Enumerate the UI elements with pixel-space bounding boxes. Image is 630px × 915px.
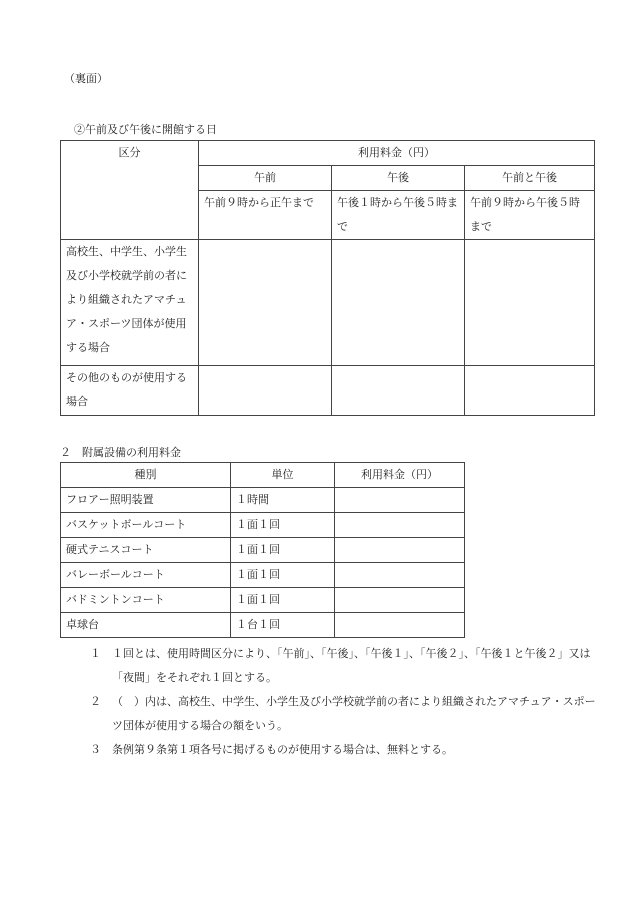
time-morning: 午前９時から正午まで <box>199 191 332 240</box>
header-period-afternoon: 午後 <box>332 166 465 191</box>
note-text: 条例第９条第１項各号に掲げるものが使用する場合は、無料とする。 <box>112 743 453 756</box>
header-unit: 単位 <box>231 463 335 488</box>
fee-cell <box>332 240 465 366</box>
table-row <box>61 588 465 613</box>
note-text: （ ）内は、高校生、中学生、小学生及び小学校就学前の者により組織されたアマチュア・スポーツ団体が使用する場合の額をいう。 <box>112 695 596 732</box>
section1-heading: ②午前及び午後に開館する日 <box>74 123 217 136</box>
equipment-unit: １台１回 <box>231 613 335 638</box>
note-text: １回とは、使用時間区分により、「午前」、「午後」、「午後１」、「午後２」、「午後１と午後２」又は「夜間」をそれぞれ１回とする。 <box>112 647 591 684</box>
equipment-fee <box>335 613 465 638</box>
note-number: ２ <box>90 695 101 708</box>
note-item <box>90 642 600 690</box>
equipment-type: バレーボールコート <box>61 563 231 588</box>
header-period-all-day: 午前と午後 <box>465 166 595 191</box>
fee-cell <box>465 240 595 366</box>
equipment-type: 卓球台 <box>61 613 231 638</box>
table-row <box>61 563 465 588</box>
equipment-unit: １面１回 <box>231 538 335 563</box>
notes-list <box>90 642 600 762</box>
fee-cell <box>465 366 595 416</box>
equipment-unit: １面１回 <box>231 513 335 538</box>
table-row <box>61 538 465 563</box>
equipment-fee <box>335 538 465 563</box>
row-label-amateur-group: 高校生、中学生、小学生及び小学校就学前の者により組織されたアマチュア・スポーツ団体が使用する場合 <box>61 240 199 366</box>
row-label-others: その他のものが使用する場合 <box>61 366 199 416</box>
equipment-fee-table <box>60 462 465 638</box>
equipment-fee <box>335 563 465 588</box>
header-period-morning: 午前 <box>199 166 332 191</box>
equipment-fee <box>335 588 465 613</box>
equipment-type: 硬式テニスコート <box>61 538 231 563</box>
note-number: ３ <box>90 743 101 756</box>
table-row <box>61 488 465 513</box>
fee-table-open-days <box>60 140 595 416</box>
table-row <box>61 613 465 638</box>
equipment-fee <box>335 488 465 513</box>
note-number: １ <box>90 647 101 660</box>
section2-heading: ２ 附属設備の利用料金 <box>60 446 181 459</box>
table-row <box>61 240 595 366</box>
equipment-fee <box>335 513 465 538</box>
equipment-unit: １時間 <box>231 488 335 513</box>
table-row <box>61 513 465 538</box>
equipment-unit: １面１回 <box>231 563 335 588</box>
time-all-day: 午前９時から午後５時まで <box>465 191 595 240</box>
equipment-type: フロアー照明装置 <box>61 488 231 513</box>
equipment-unit: １面１回 <box>231 588 335 613</box>
fee-cell <box>199 240 332 366</box>
time-afternoon: 午後１時から午後５時まで <box>332 191 465 240</box>
equipment-type: バドミントンコート <box>61 588 231 613</box>
fee-cell <box>332 366 465 416</box>
header-kubun: 区分 <box>61 141 199 240</box>
equipment-type: バスケットボールコート <box>61 513 231 538</box>
header-fee: 利用料金（円） <box>335 463 465 488</box>
page-side-note: （裏面） <box>64 72 108 85</box>
fee-cell <box>199 366 332 416</box>
header-type: 種別 <box>61 463 231 488</box>
note-item <box>90 738 600 762</box>
table-row <box>61 366 595 416</box>
header-usage-fee: 利用料金（円） <box>199 141 595 166</box>
note-item <box>90 690 600 738</box>
